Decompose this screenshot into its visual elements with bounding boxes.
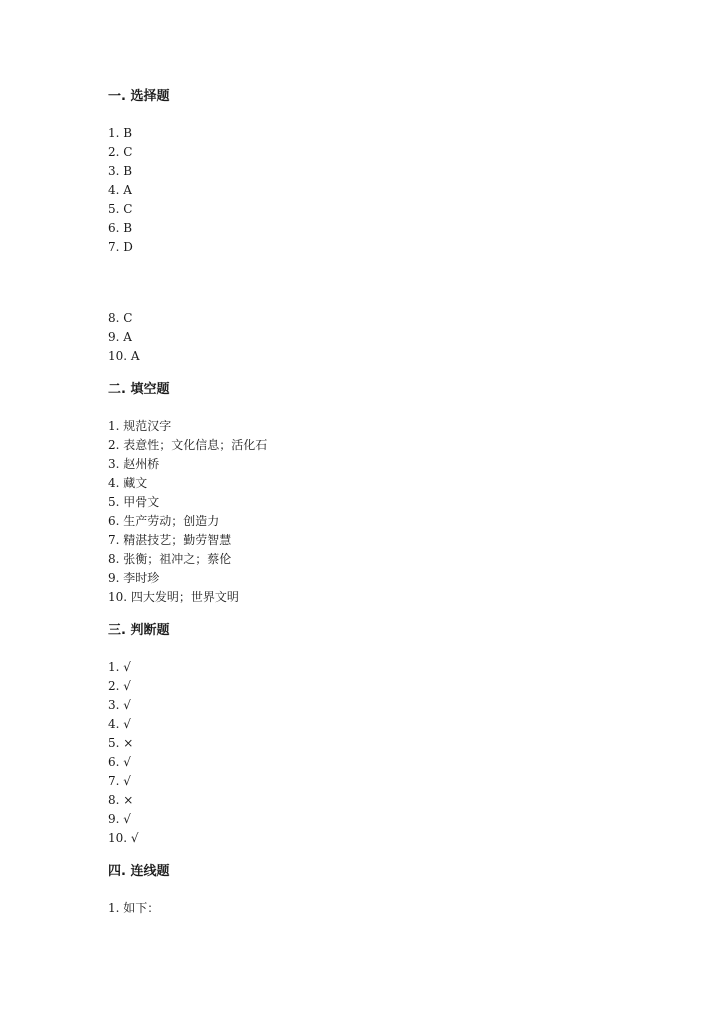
section-title-true-false: 三. 判断题 <box>108 623 170 638</box>
choice-answer-3: 3. B <box>108 164 133 178</box>
choice-answer-4: 4. A <box>108 183 132 197</box>
fill-answer-4: 4. 藏文 <box>108 476 148 490</box>
fill-answer-6: 6. 生产劳动；创造力 <box>108 514 220 528</box>
fill-answer-2: 2. 表意性；文化信息；活化石 <box>108 438 268 452</box>
fill-answer-9: 9. 李时珍 <box>108 571 160 585</box>
section-title-matching: 四. 连线题 <box>108 864 170 879</box>
fill-answer-7: 7. 精湛技艺；勤劳智慧 <box>108 533 232 547</box>
judge-answer-9: 9. √ <box>108 812 131 826</box>
section-title-choice: 一. 选择题 <box>108 89 170 104</box>
choice-answer-2: 2. C <box>108 145 133 159</box>
fill-answer-1: 1. 规范汉字 <box>108 419 172 433</box>
fill-answer-8: 8. 张衡；祖冲之；蔡伦 <box>108 552 232 566</box>
judge-answer-1: 1. √ <box>108 660 131 674</box>
choice-answer-1: 1. B <box>108 126 133 140</box>
judge-answer-8: 8. × <box>108 793 134 807</box>
judge-answer-2: 2. √ <box>108 679 131 693</box>
choice-answer-5: 5. C <box>108 202 133 216</box>
judge-answer-3: 3. √ <box>108 698 131 712</box>
judge-answer-7: 7. √ <box>108 774 131 788</box>
fill-answer-10: 10. 四大发明；世界文明 <box>108 590 239 604</box>
judge-answer-6: 6. √ <box>108 755 131 769</box>
choice-answer-6: 6. B <box>108 221 133 235</box>
choice-answer-8: 8. C <box>108 311 133 325</box>
section-title-fill-in: 二. 填空题 <box>108 382 170 397</box>
choice-answer-9: 9. A <box>108 330 132 344</box>
judge-answer-10: 10. √ <box>108 831 139 845</box>
judge-answer-5: 5. × <box>108 736 134 750</box>
choice-answer-7: 7. D <box>108 240 133 254</box>
judge-answer-4: 4. √ <box>108 717 131 731</box>
fill-answer-5: 5. 甲骨文 <box>108 495 160 509</box>
choice-answer-10: 10. A <box>108 349 140 363</box>
matching-answer-1: 1. 如下： <box>108 901 160 915</box>
fill-answer-3: 3. 赵州桥 <box>108 457 160 471</box>
